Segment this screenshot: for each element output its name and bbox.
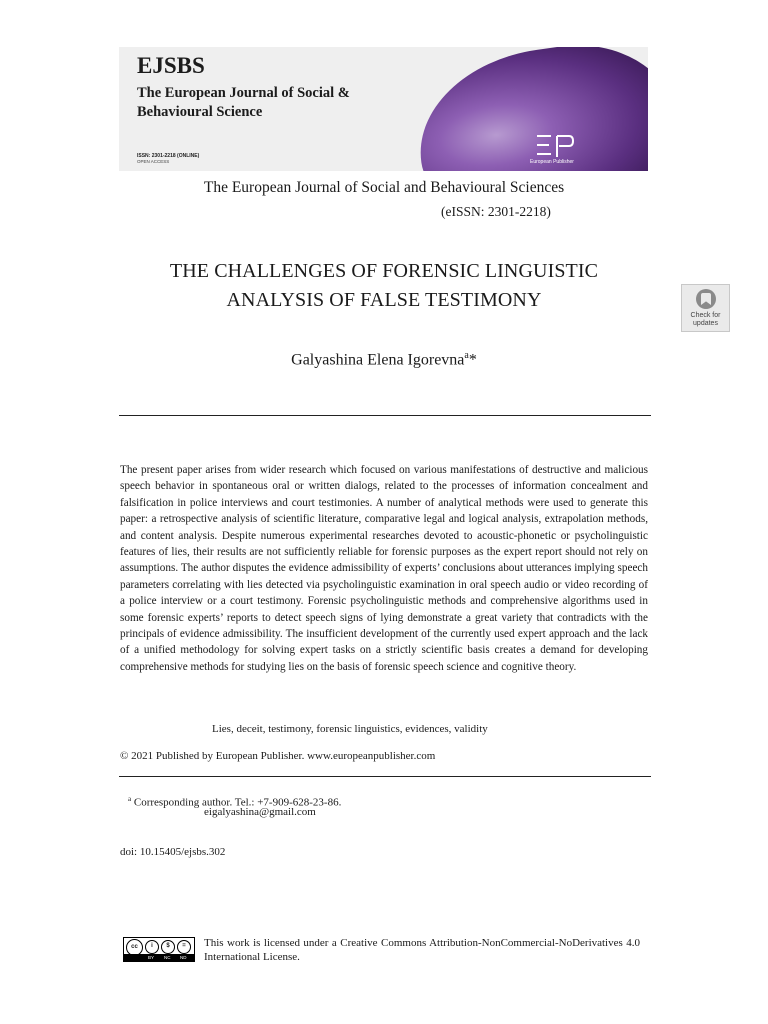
- article-title: [100, 257, 668, 315]
- bookmark-icon: [696, 289, 716, 309]
- banner-open-access: OPEN ACCESS: [137, 159, 170, 164]
- author-email[interactable]: eigalyashina@gmail.com: [204, 806, 316, 818]
- check-for-updates-label: Check for updates: [690, 312, 721, 327]
- cc-label-nc: NC: [164, 955, 171, 960]
- cc-label-nd: ND: [180, 955, 187, 960]
- author-affiliation-sup: a: [464, 350, 469, 361]
- license-text: This work is licensed under a Creative Commons Attribution-NonCommercial-NoDerivatives 4.0 International License.: [204, 937, 640, 963]
- doi[interactable]: doi: 10.15405/ejsbs.302: [120, 846, 226, 858]
- journal-eissn: (eISSN: 2301-2218): [441, 204, 551, 219]
- abstract: The present paper arises from wider research which focused on various manifestations of destructive and malicious speech behavior in spontaneous oral or written dialogs, related to the processes of information concealment and falsification in police interviews and court testimonies. A number of analytical methods were used to generate this paper: a retrospective analysis of scientific literature, comparative legal and logical analysis, extrapolation methods, and content analysis. Despite numerous experimental researches devoted to acoustic-phonetic or psycholinguistic features of lies, their results are not sufficiently reliable for forensic purposes as the expert report should not rely on assumptions. The author disputes the evidence admissibility of experts’ conclusions about utterances implying speech parameters correlating with lies detected via psycholinguistic examination in oral speech audio or video recording of a police interview or a court testimony. Forensic psycholinguistic methods and comprehensive algorithms used in some forensic experts’ reports to detect speech signs of lying demonstrate a great variety that contradicts with the principals of evidence admissibility. The insufficient development of the currently used expert approach and the lack of a unified methodology for solving expert tasks on a strictly scientific basis creates a demand for developing comprehensive methods for studying lies on the basis of forensic speech science and cognitive theory.: [120, 464, 648, 673]
- publisher-logo-icon: [535, 133, 575, 157]
- no-derivatives-icon: =: [177, 940, 191, 954]
- cc-license-badge[interactable]: [123, 937, 195, 962]
- banner-journal-title: The European Journal of Social & Behavioural Science: [137, 85, 350, 120]
- banner-issn: ISSN: 2301-2218 (ONLINE): [137, 153, 200, 159]
- cc-label-by: BY: [148, 955, 155, 960]
- banner-decoration: [408, 47, 648, 171]
- article-title-line-2: ANALYSIS OF FALSE TESTIMONY: [226, 289, 542, 311]
- journal-banner: [119, 47, 648, 171]
- author-name: Galyashina Elena Igorevna: [291, 351, 465, 369]
- keywords: Lies, deceit, testimony, forensic linguistics, evidences, validity: [212, 723, 488, 735]
- journal-acronym: EJSBS: [137, 53, 205, 78]
- publisher-name: European Publisher: [530, 159, 574, 165]
- check-for-updates-badge[interactable]: [681, 284, 730, 332]
- person-icon: i: [145, 940, 159, 954]
- journal-name: The European Journal of Social and Behavioural Sciences: [203, 179, 565, 196]
- divider-top: [119, 415, 651, 416]
- article-title-line-1: THE CHALLENGES OF FORENSIC LINGUISTIC: [169, 260, 599, 282]
- article-author: [0, 350, 768, 369]
- author-corresponding-mark: *: [468, 351, 477, 369]
- corresponding-text: Corresponding author. Tel.: +7-909-628-23-86.: [133, 796, 342, 809]
- no-commercial-icon: $: [161, 940, 175, 954]
- copyright: © 2021 Published by European Publisher. www.europeanpublisher.com: [120, 750, 436, 762]
- divider-bottom: [119, 776, 651, 777]
- corresponding-sup: a: [128, 795, 132, 803]
- cc-icon: cc: [126, 939, 143, 956]
